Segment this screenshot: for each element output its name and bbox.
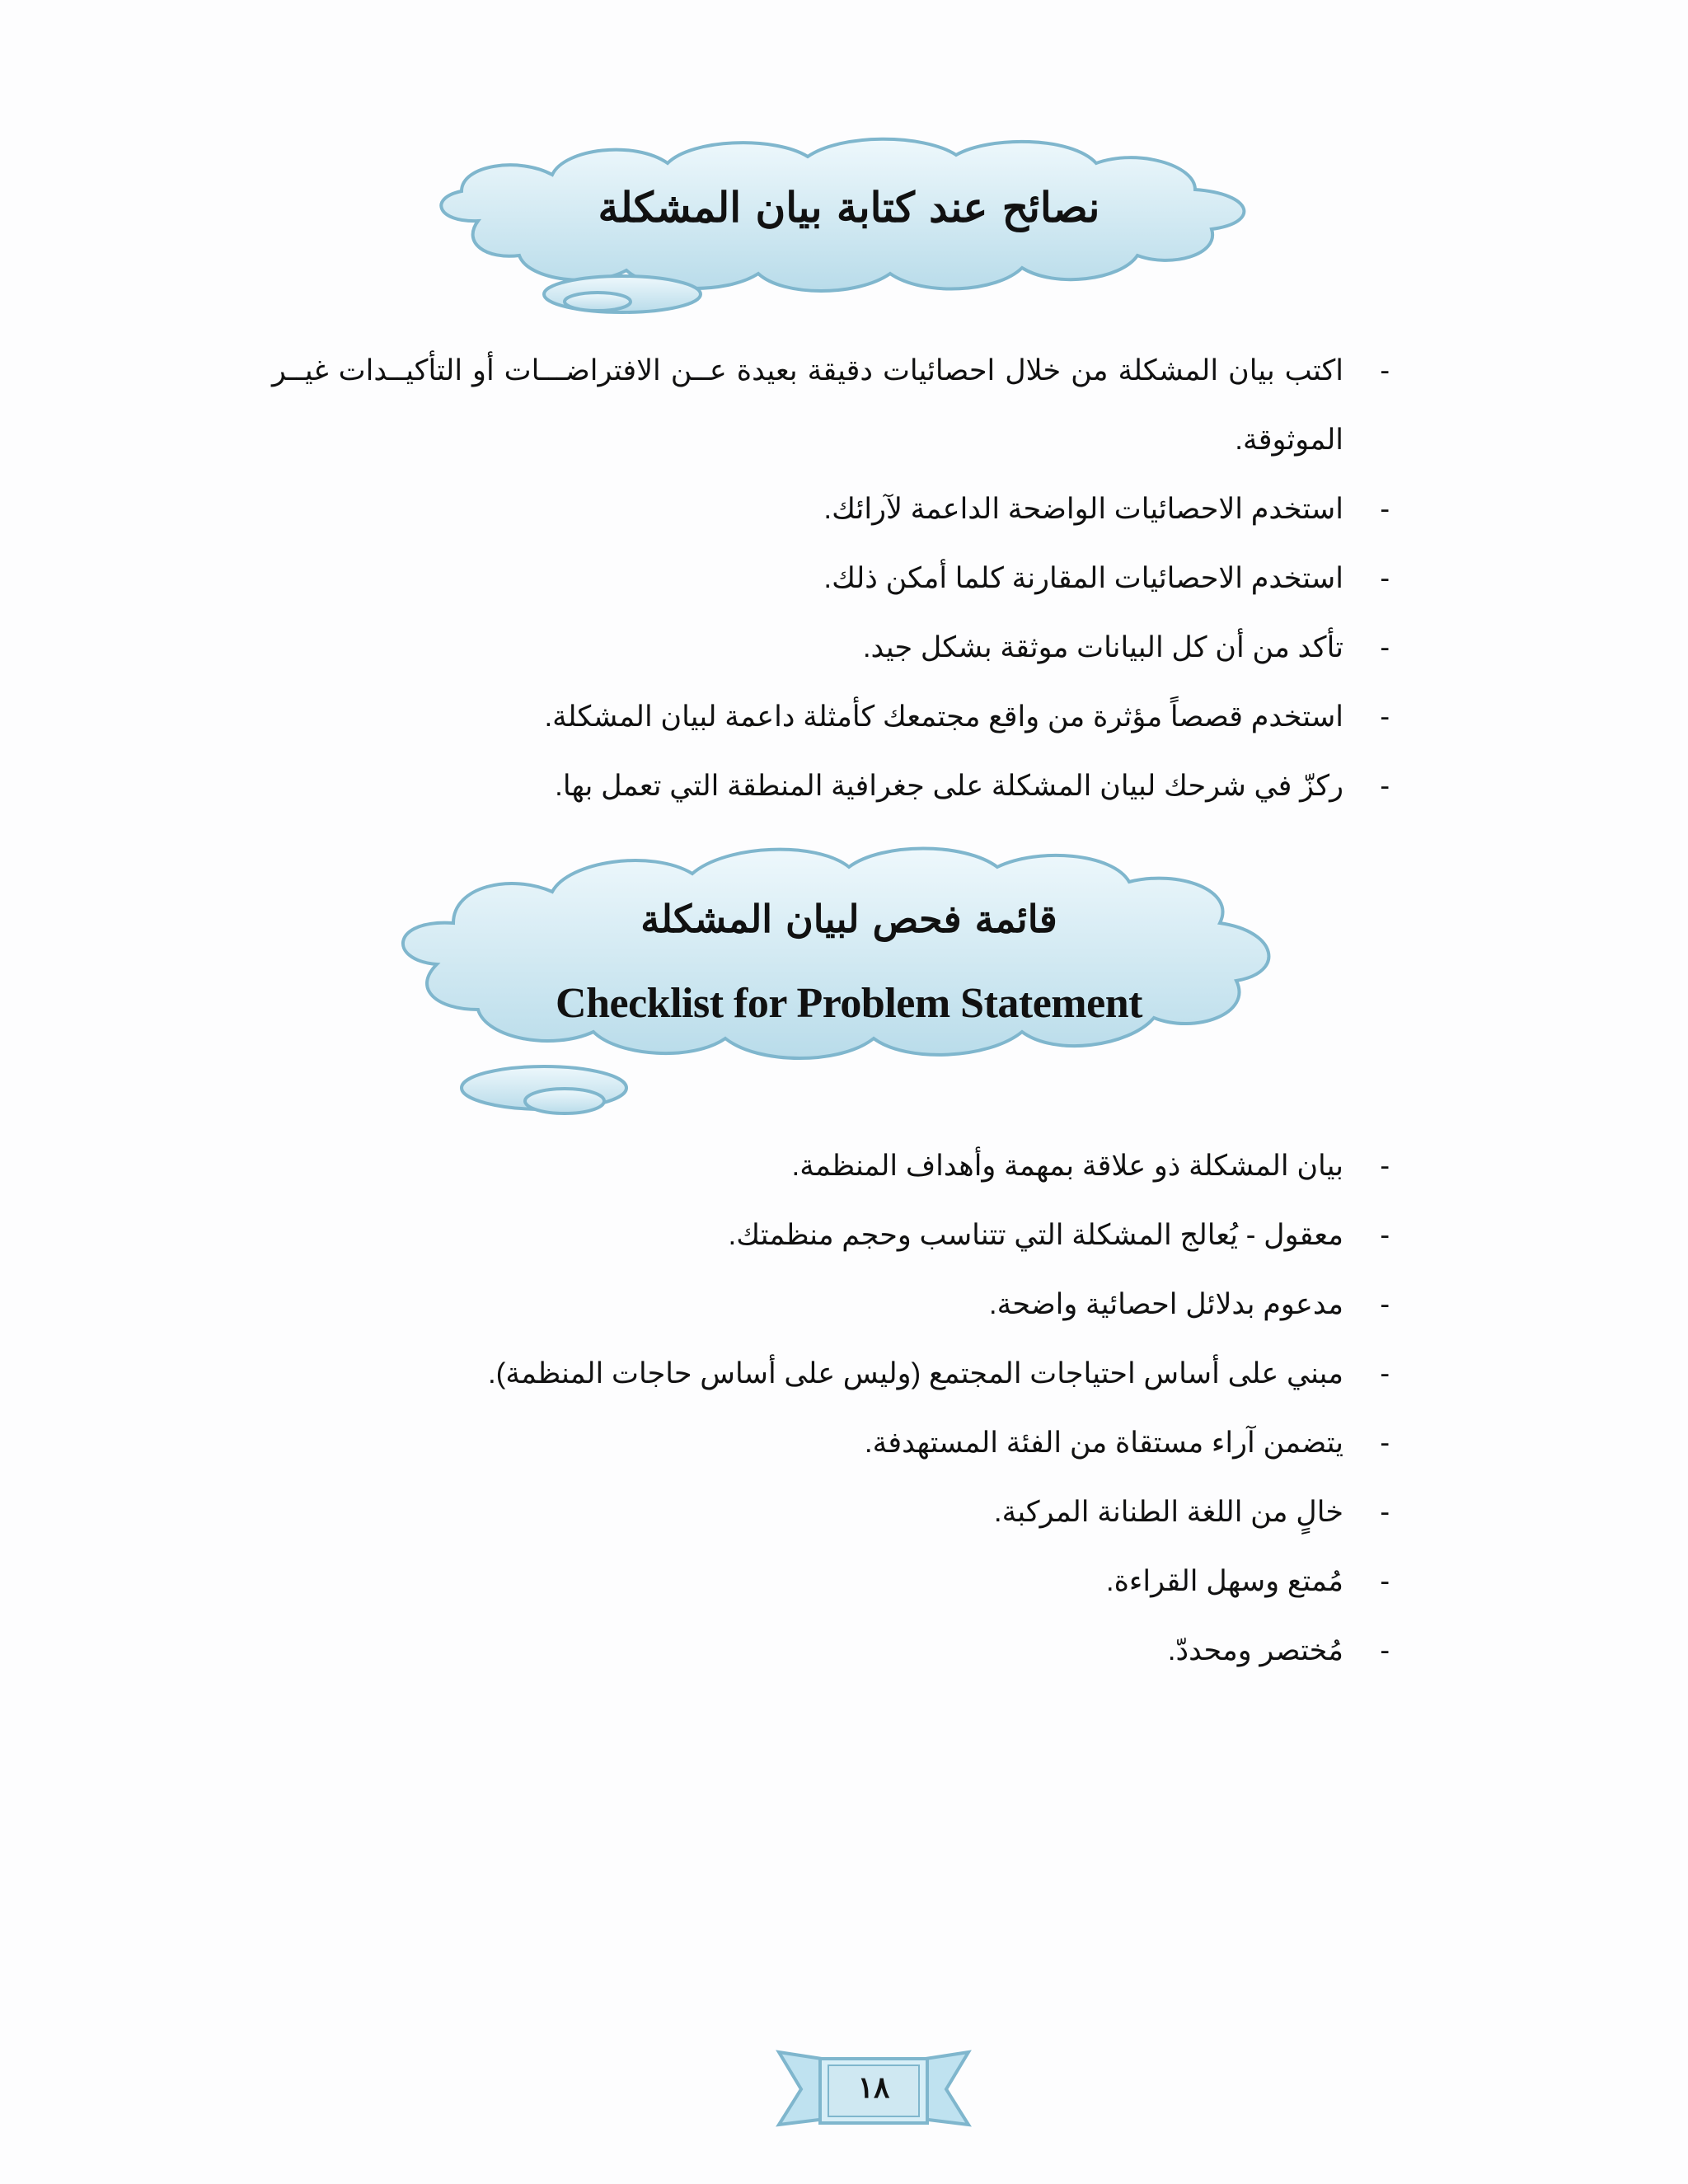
bullet-dash: - [1380, 701, 1390, 733]
bullet-dash: - [1380, 354, 1390, 387]
list-item [272, 336, 1390, 475]
list-item [272, 682, 1390, 752]
tips-list [272, 336, 1390, 821]
section-title-checklist-ar: قائمة فحص لبيان المشكلة [640, 897, 1057, 941]
bullet-dash: - [1380, 1357, 1390, 1390]
list-item-text: تأكد من أن كل البيانات موثقة بشكل جيد. [862, 631, 1343, 663]
list-item [437, 1201, 1390, 1270]
bullet-dash: - [1380, 1288, 1390, 1320]
bullet-dash: - [1380, 1634, 1390, 1666]
list-item-text: اكتب بيان المشكلة من خلال احصائيات دقيقة بعيدة عــن الافتراضـــات أو التأكيــدات غيــر الموثوقة. [272, 354, 1343, 456]
section-title-cloud-tips [429, 132, 1269, 321]
list-item-text: استخدم الاحصائيات الواضحة الداعمة لآرائك. [823, 493, 1343, 525]
bullet-dash: - [1380, 1427, 1390, 1459]
list-item-text: ركزّ في شرحك لبيان المشكلة على جغرافية المنطقة التي تعمل بها. [555, 770, 1343, 802]
list-item [437, 1339, 1390, 1408]
list-item-text: مدعوم بدلائل احصائية واضحة. [988, 1288, 1343, 1320]
bullet-dash: - [1380, 493, 1390, 525]
bullet-dash: - [1380, 1565, 1390, 1597]
list-item [437, 1270, 1390, 1339]
list-item [272, 544, 1390, 613]
list-item-text: مبني على أساس احتياجات المجتمع (وليس على أساس حاجات المنظمة). [488, 1357, 1343, 1390]
list-item-text: استخدم قصصاً مؤثرة من واقع مجتمعك كأمثلة داعمة لبيان المشكلة. [544, 701, 1343, 733]
page-number-ribbon [775, 2044, 973, 2135]
list-item [437, 1132, 1390, 1201]
section-title-cloud-checklist [387, 841, 1311, 1129]
bullet-dash: - [1380, 631, 1390, 663]
list-item [272, 475, 1390, 544]
bullet-dash: - [1380, 770, 1390, 802]
bullet-dash: - [1380, 1219, 1390, 1251]
list-item [437, 1408, 1390, 1478]
list-item-text: خالٍ من اللغة الطنانة المركبة. [993, 1496, 1343, 1528]
bullet-dash: - [1380, 1150, 1390, 1182]
list-item-text: مُمتع وسهل القراءة. [1105, 1565, 1343, 1597]
list-item [437, 1616, 1390, 1685]
bullet-dash: - [1380, 1496, 1390, 1528]
list-item-text: مُختصر ومحددّ. [1167, 1634, 1343, 1666]
list-item [437, 1547, 1390, 1616]
page-number: ١٨ [857, 2070, 890, 2105]
list-item [272, 613, 1390, 682]
list-item [437, 1478, 1390, 1547]
section-title-tips: نصائح عند كتابة بيان المشكلة [598, 183, 1100, 232]
bullet-dash: - [1380, 562, 1390, 594]
list-item-text: بيان المشكلة ذو علاقة بمهمة وأهداف المنظمة. [791, 1150, 1343, 1182]
list-item [272, 752, 1390, 821]
checklist-list [437, 1132, 1390, 1685]
section-title-checklist-en: Checklist for Problem Statement [556, 980, 1142, 1027]
list-item-text: يتضمن آراء مستقاة من الفئة المستهدفة. [864, 1427, 1343, 1459]
list-item-text: استخدم الاحصائيات المقارنة كلما أمكن ذلك. [823, 562, 1343, 594]
list-item-text: معقول - يُعالج المشكلة التي تتناسب وحجم منظمتك. [728, 1219, 1343, 1251]
